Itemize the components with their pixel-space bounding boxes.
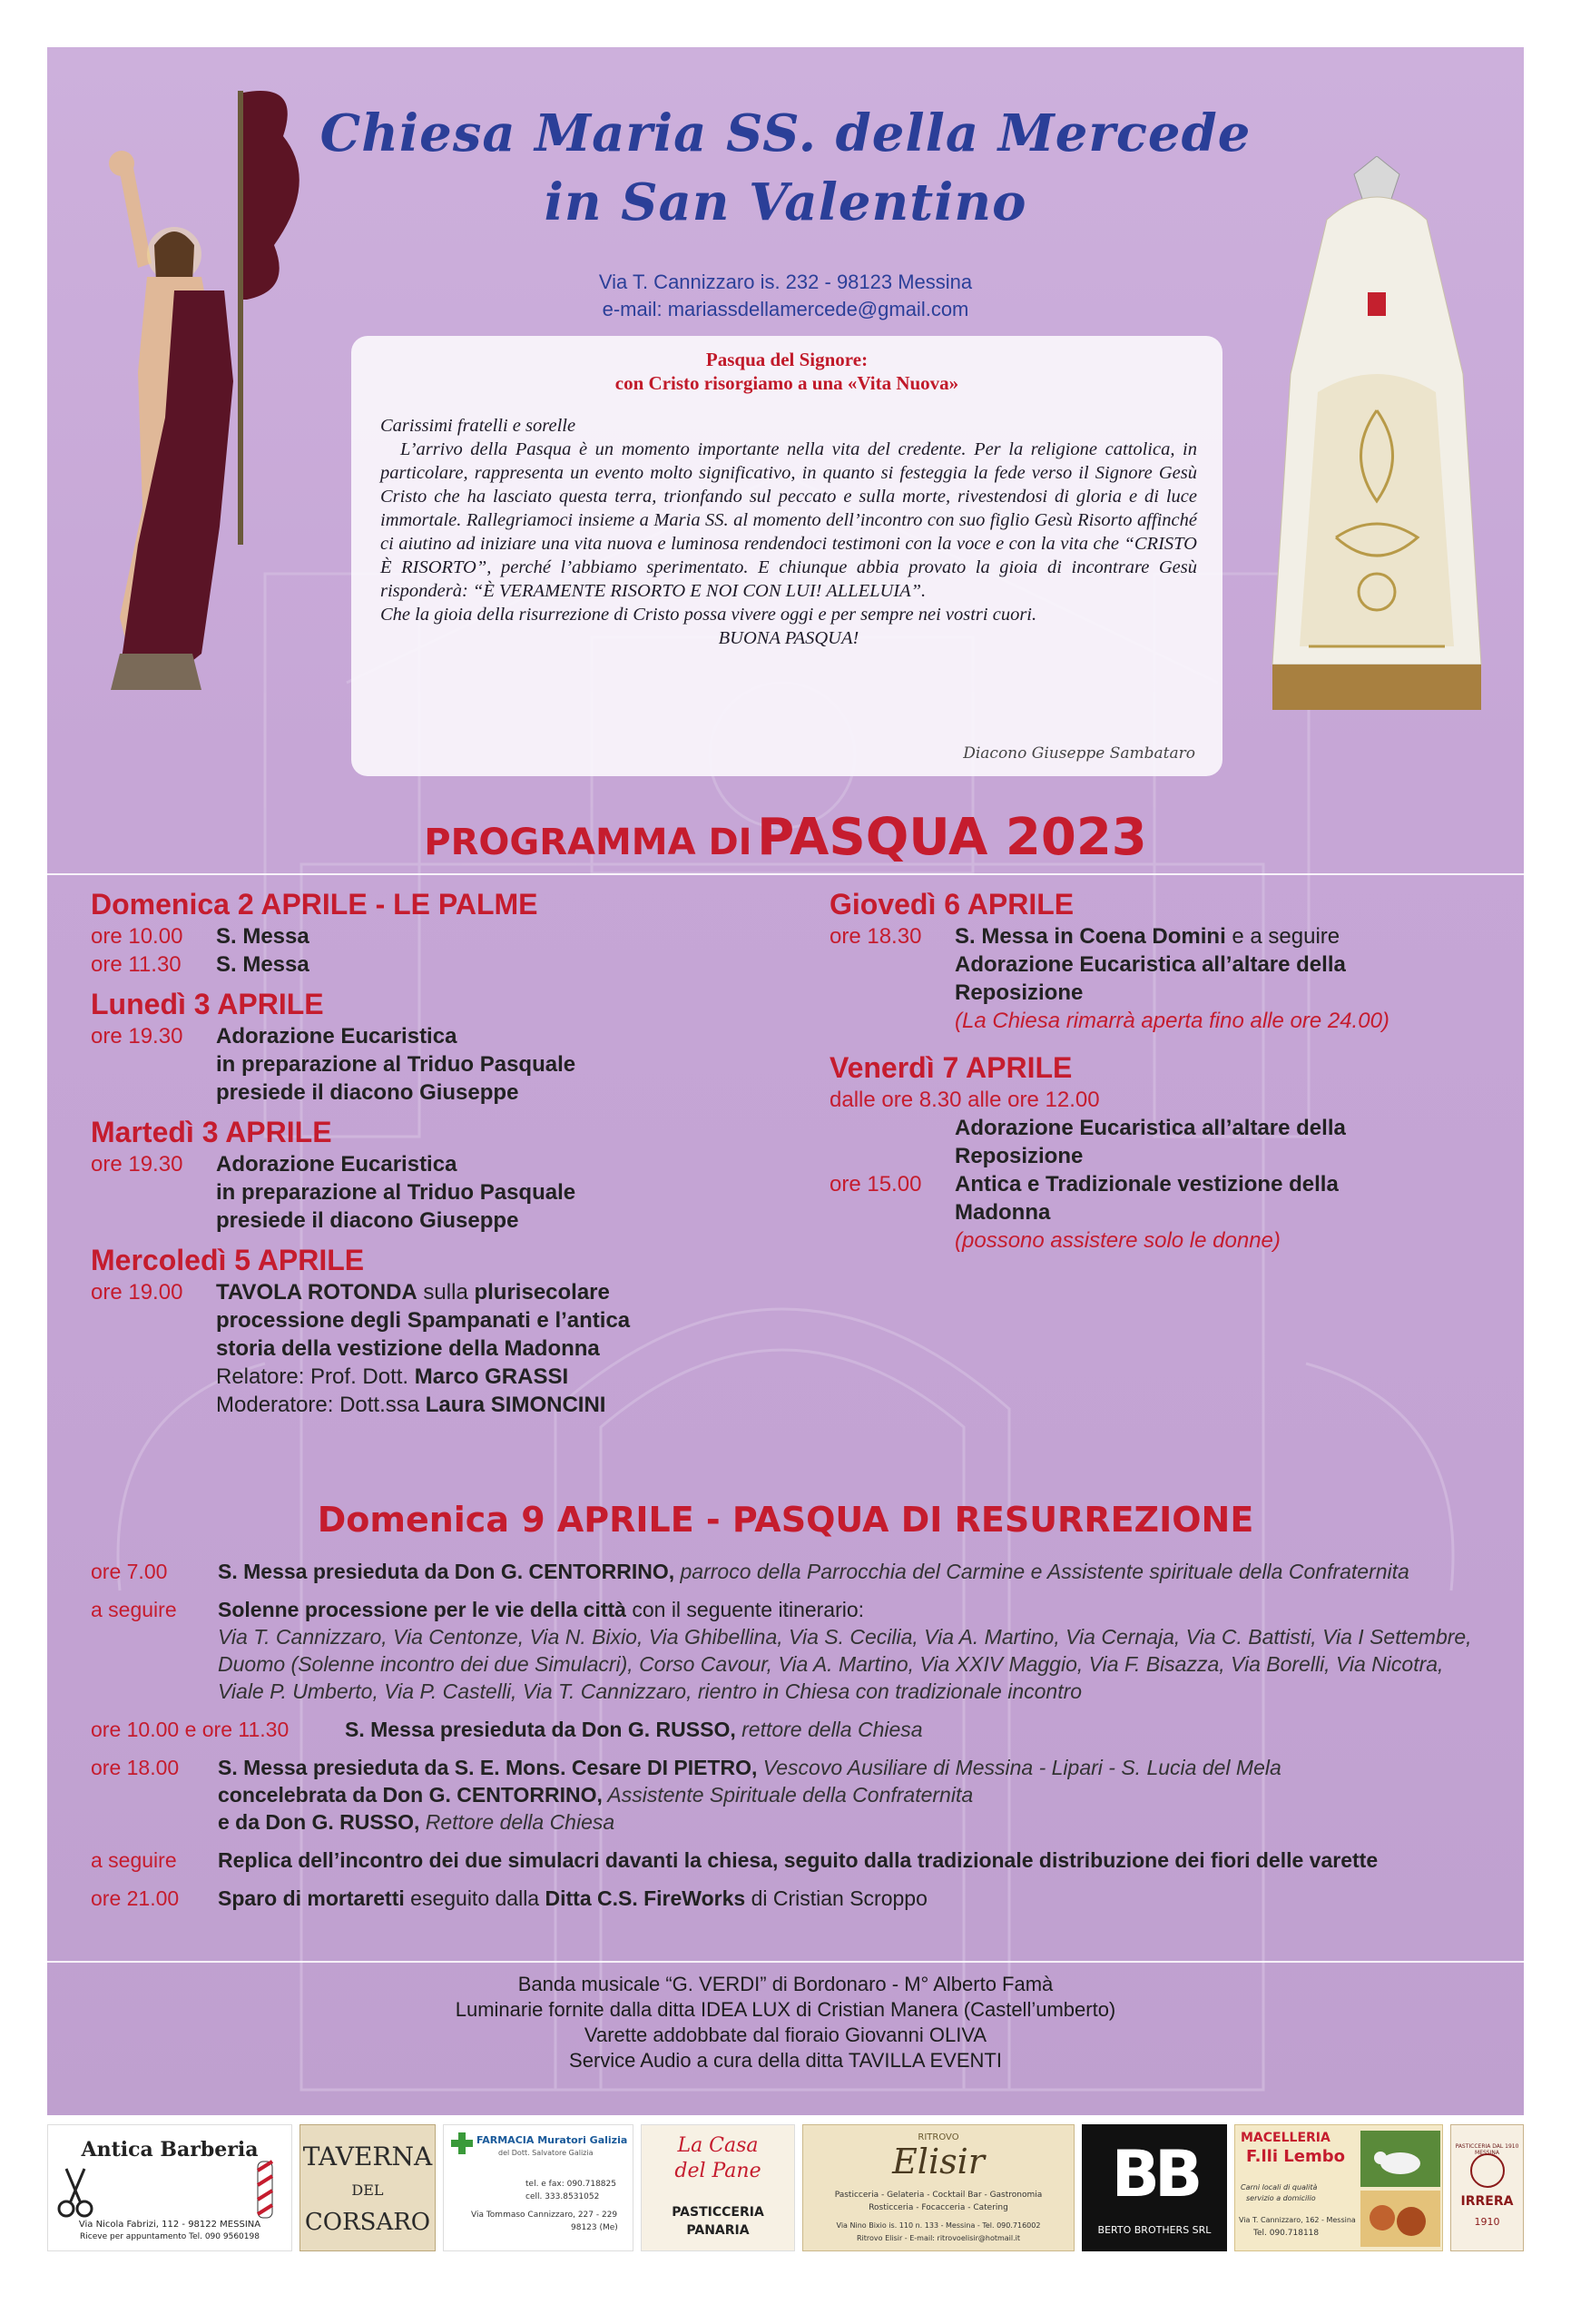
event-italic: Rettore della Chiesa [419, 1810, 615, 1834]
event-line: Adorazione Eucaristica all’altare della [955, 1116, 1346, 1140]
time-label: ore 18.30 [830, 924, 922, 949]
letter-heading-2: con Cristo risorgiamo a una «Vita Nuova» [614, 372, 959, 394]
pastoral-letter-box [351, 336, 1222, 776]
day-heading: Domenica 2 APRILE - LE PALME [91, 888, 538, 921]
sponsor-berto-brothers[interactable] [1082, 2124, 1227, 2251]
sponsor-name: Antica Barberia [81, 2138, 259, 2162]
time-label: ore 10.00 [91, 924, 183, 949]
credit-line: Varette addobbate dal fioraio Giovanni OLIVA [584, 2024, 987, 2046]
event-line: Adorazione Eucaristica [216, 1152, 457, 1177]
sponsor-badge-text: PASTICCERIA DAL 1910 MESSINA [1455, 2143, 1519, 2156]
event-line: presiede il diacono Giuseppe [216, 1208, 519, 1233]
event-line: Madonna [955, 1200, 1051, 1225]
letter-salutation: Carissimi fratelli e sorelle [380, 416, 576, 436]
meat-photo-icon [1360, 2191, 1440, 2247]
event-text: S. Messa [216, 952, 309, 977]
irrera-seal-icon [1460, 2152, 1515, 2189]
sponsor-name: BERTO BROTHERS SRL [1097, 2224, 1212, 2236]
sponsor-cell: cell. 333.8531052 [525, 2192, 600, 2201]
schedule-row [91, 1846, 1479, 1874]
event-line: Antica e Tradizionale vestizione della [955, 1172, 1339, 1196]
time-label: a seguire [91, 1598, 177, 1621]
schedule-row [91, 1716, 1479, 1743]
event-text: Replica dell’incontro dei due simulacri davanti la chiesa, seguito dalla tradizionale distribuzione dei fiori delle varette [218, 1848, 1379, 1872]
event-plain: con il seguente itinerario: [625, 1598, 865, 1621]
time-label: ore 19.30 [91, 1152, 183, 1177]
event-bold: concelebrata da Don G. CENTORRINO, [218, 1783, 603, 1807]
event-line: Reposizione [955, 1144, 1084, 1168]
event-text: S. Messa [216, 924, 309, 949]
church-name-title: Chiesa Maria SS. della Mercede [319, 103, 1252, 163]
schedule-row [91, 922, 799, 950]
letter-heading-1: Pasqua del Signore: [705, 349, 869, 370]
schedule-row [91, 1885, 1479, 1912]
schedule-row [91, 1278, 799, 1419]
event-text [218, 1558, 1479, 1585]
schedule-row [91, 950, 799, 979]
event-line: Reposizione [955, 980, 1084, 1005]
sponsor-name: La Casa [677, 2134, 759, 2157]
credit-line: Service Audio a cura della ditta TAVILLA EVENTI [569, 2049, 1002, 2072]
easter-sunday-title: Domenica 9 APRILE - PASQUA DI RESURREZIONE [317, 1500, 1254, 1540]
moderator-name: Laura SIMONCINI [425, 1393, 606, 1417]
schedule-row [830, 1114, 1501, 1170]
event-line: in preparazione al Triduo Pasquale [216, 1180, 576, 1205]
sponsor-subtitle: del Dott. Salvatore Galizia [498, 2149, 594, 2157]
easter-sunday-schedule [91, 1558, 1479, 1923]
sponsor-tagline: RITROVO [918, 2132, 959, 2142]
sponsor-year: 1910 [1474, 2216, 1500, 2228]
sponsor-email: Ritrovo Elisir - E-mail: ritrovoelisir@hotmail.it [856, 2234, 1021, 2242]
event-bold: S. Messa presieduta da S. E. Mons. Cesare DI PIETRO, [218, 1756, 758, 1779]
madonna-statue-image [1254, 156, 1499, 719]
event-italic: parroco della Parrocchia del Carmine e Assistente spirituale della Confraternita [674, 1560, 1409, 1583]
event-text [218, 1754, 1479, 1836]
event-line: Adorazione Eucaristica [216, 1024, 457, 1049]
programme-right-column [830, 879, 1501, 1255]
day-heading: Martedì 3 APRILE [91, 1116, 332, 1148]
event-line: storia della vestizione della Madonna [216, 1336, 600, 1361]
day-heading: Venerdì 7 APRILE [830, 1051, 1073, 1084]
sponsor-strip [47, 2124, 1524, 2251]
event-line: processione degli Spampanati e l’antica [216, 1308, 631, 1333]
time-label: ore 10.00 e ore 11.30 [91, 1718, 290, 1741]
event-text [216, 1022, 799, 1107]
event-line: Adorazione Eucaristica all’altare della [955, 952, 1346, 977]
credit-line: Luminarie fornite dalla ditta IDEA LUX di Cristian Manera (Castell’umberto) [455, 1998, 1116, 2021]
event-text [955, 922, 1501, 1035]
event-line: presiede il diacono Giuseppe [216, 1080, 519, 1105]
sponsor-logo: BB [1111, 2137, 1198, 2211]
event-text [955, 1170, 1501, 1255]
sponsor-address: Via Tommaso Cannizzaro, 227 - 229 [471, 2211, 618, 2220]
event-bold: Ditta C.S. FireWorks [545, 1886, 746, 1910]
sponsor-la-casa-del-pane[interactable] [641, 2124, 795, 2251]
event-italic: Assistente Spirituale della Confraternita [602, 1783, 974, 1807]
sponsor-description: Carni locali di qualità [1241, 2183, 1318, 2191]
cattle-photo-icon [1360, 2131, 1440, 2187]
deacon-signature: Diacono Giuseppe Sambataro [963, 744, 1195, 763]
sponsor-name: MACELLERIA [1241, 2131, 1330, 2145]
barber-pole-icon [255, 2158, 275, 2221]
sponsor-category: PASTICCERIA [672, 2205, 764, 2220]
sponsor-address: Via T. Cannizzaro, 162 - Messina [1239, 2216, 1356, 2224]
schedule-row [91, 1022, 799, 1107]
sponsor-name: TAVERNA [302, 2142, 433, 2171]
time-label: ore 21.00 [91, 1886, 180, 1910]
procession-route: Via T. Cannizzaro, Via Centonze, Via N. Bixio, Via Ghibellina, Via S. Cecilia, Via A. Martino, Via Cernaja, Via C. Battisti, Via I Settembre, Duomo (Solenne incontro dei due Simulacri), Corso Cavour, Via A. Martino, Via XXIV Maggio, Via F. Bisazza, Via Borelli, Via Nicotra, Viale P. Umberto, Via P. Castelli, Via T. Cannizzaro, rientro in Chiesa con tradizionale incontro [218, 1625, 1472, 1703]
letter-closing: BUONA PASQUA! [718, 628, 859, 648]
event-bold: S. Messa presieduta da Don G. RUSSO, [345, 1718, 736, 1741]
time-range-label: dalle ore 8.30 alle ore 12.00 [830, 1088, 1100, 1112]
pharmacy-cross-icon [451, 2132, 473, 2154]
event-italic: Vescovo Ausiliare di Messina - Lipari - S. Lucia del Mela [757, 1756, 1281, 1779]
sponsor-irrera[interactable] [1450, 2124, 1524, 2251]
programme-divider [47, 873, 1524, 875]
sponsor-taverna-del-corsaro[interactable] [299, 2124, 436, 2251]
sponsor-description: servizio a domicilio [1246, 2194, 1316, 2202]
event-italic: rettore della Chiesa [735, 1718, 923, 1741]
sponsor-phone: Riceve per appuntamento Tel. 090 9560198 [80, 2232, 260, 2241]
event-text [345, 1716, 1479, 1743]
schedule-row [830, 922, 1501, 1035]
event-bold: S. Messa presieduta da Don G. CENTORRINO, [218, 1560, 675, 1583]
event-bold: S. Messa in Coena Domini [955, 924, 1226, 949]
sponsor-name: del Pane [674, 2160, 761, 2182]
church-location-title: in San Valentino [544, 172, 1027, 232]
programme-left-column [91, 879, 799, 1419]
schedule-row [91, 1150, 799, 1235]
sponsor-phone: tel. e fax: 090.718825 [525, 2180, 616, 2189]
sponsor-farmacia[interactable] [443, 2124, 633, 2251]
schedule-row [830, 1170, 1501, 1255]
time-label: ore 7.00 [91, 1560, 168, 1583]
time-label: a seguire [91, 1848, 177, 1872]
event-line: in preparazione al Triduo Pasquale [216, 1052, 576, 1077]
sponsor-name: IRRERA [1460, 2194, 1514, 2209]
risen-christ-statue-image [65, 73, 329, 708]
sponsor-description: Pasticceria - Gelateria - Cocktail Bar - Gastronomia [834, 2191, 1043, 2200]
poster [47, 47, 1524, 2115]
schedule-row [91, 1558, 1479, 1585]
day-heading: Lunedì 3 APRILE [91, 988, 324, 1020]
speaker-name: Marco GRASSI [414, 1364, 569, 1389]
event-bold: Solenne processione per le vie della città [218, 1598, 626, 1621]
church-email[interactable]: e-mail: mariassdellamercede@gmail.com [602, 298, 969, 320]
credits [47, 1972, 1524, 2073]
event-bold: Sparo di mortaretti [218, 1886, 405, 1910]
event-bold: plurisecolare [474, 1280, 610, 1305]
event-bold: e da Don G. RUSSO, [218, 1810, 420, 1834]
sponsor-name: CORSARO [304, 2209, 431, 2236]
schedule-row [91, 1596, 1479, 1705]
scissors-icon [57, 2165, 93, 2220]
event-note: (possono assistere solo le donne) [955, 1228, 1281, 1253]
sponsor-address: Via Nino Bixio is. 110 n. 133 - Messina - Tel. 090.716002 [836, 2221, 1041, 2230]
time-label: ore 19.00 [91, 1280, 183, 1305]
time-label: ore 19.30 [91, 1024, 183, 1049]
event-text [955, 1114, 1501, 1170]
sponsor-antica-barberia[interactable] [47, 2124, 292, 2251]
letter-body [380, 414, 1197, 650]
time-label: ore 18.00 [91, 1756, 180, 1779]
sponsor-phone: Tel. 090.718118 [1253, 2229, 1320, 2238]
event-note: (La Chiesa rimarrà aperta fino alle ore 24.00) [955, 1009, 1389, 1033]
sponsor-address: Via Nicola Fabrizi, 112 - 98122 MESSINA [78, 2220, 261, 2230]
sponsor-name: FARMACIA Muratori Galizia [476, 2134, 628, 2146]
programme-title [47, 808, 1524, 867]
programme-title-prefix: PROGRAMMA DI [424, 822, 752, 863]
sponsor-city: 98123 (Me) [571, 2223, 618, 2232]
credits-divider [47, 1961, 1524, 1963]
event-plain: di Cristian Scroppo [745, 1886, 928, 1910]
programme-title-main: PASQUA 2023 [757, 808, 1147, 867]
church-address: Via T. Cannizzaro is. 232 - 98123 Messina [598, 271, 973, 293]
event-text [216, 1278, 799, 1419]
day-heading: Mercoledì 5 APRILE [91, 1244, 365, 1276]
sponsor-macelleria-lembo[interactable] [1234, 2124, 1443, 2251]
event-bold: TAVOLA ROTONDA [216, 1280, 417, 1305]
moderator-label: Moderatore: Dott.ssa [216, 1393, 426, 1417]
time-label: ore 15.00 [830, 1172, 922, 1196]
sponsor-name: F.lli Lembo [1246, 2147, 1345, 2166]
event-plain: e a seguire [1225, 924, 1340, 949]
event-plain: eseguito dalla [404, 1886, 545, 1910]
sponsor-description: Rosticceria - Focacceria - Catering [869, 2203, 1008, 2212]
event-plain: sulla [417, 1280, 475, 1305]
schedule-row [91, 1754, 1479, 1836]
credit-line: Banda musicale “G. VERDI” di Bordonaro - M° Alberto Famà [517, 1973, 1054, 1995]
event-text [218, 1885, 1479, 1912]
event-text [218, 1596, 1479, 1705]
letter-paragraph: Che la gioia della risurrezione di Cristo possa vivere oggi e per sempre nei vostri cuori. [380, 605, 1037, 625]
sponsor-category: PANARIA [686, 2223, 750, 2238]
sponsor-ritrovo-elisir[interactable] [802, 2124, 1075, 2251]
letter-paragraph: L’arrivo della Pasqua è un momento importante nella vita del credente. Per la religione cattolica, in particolare, rappresenta un evento molto significativo, in quanto si festeggia la fede verso il Signore Gesù Cristo che ha lasciato questa terra, trionfando sul peccato e sulla morte, rivestendosi di gloria e di luce immortale. Rallegriamoci insieme a Maria SS. al momento dell’incontro con suo figlio Gesù Risorto affinché ci aiutino ad iniziare una vita nuova e luminosa rendendoci testimoni con la voce e con la vita che “CRISTO È RISORTO”, perché l’abbiamo sperimentato. E chiunque abbia provato la gioia di incontrare Gesù risponderà: “È VERAMENTE RISORTO E NOI CON LUI! ALLELUIA”. [380, 439, 1197, 601]
sponsor-name: Elisir [892, 2142, 985, 2181]
time-label: ore 11.30 [91, 952, 182, 977]
speaker-label: Relatore: Prof. Dott. [216, 1364, 415, 1389]
sponsor-name: DEL [351, 2181, 384, 2199]
day-heading: Giovedì 6 APRILE [830, 888, 1075, 921]
event-text [216, 1150, 799, 1235]
